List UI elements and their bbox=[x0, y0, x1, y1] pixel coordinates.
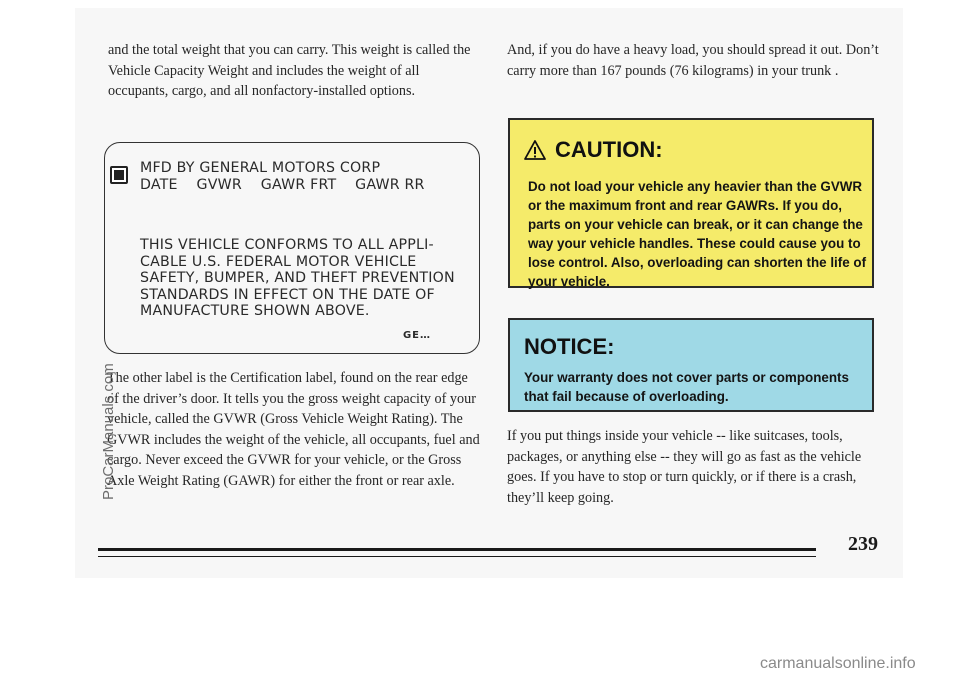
caution-title: CAUTION: bbox=[555, 137, 663, 162]
page-number: 239 bbox=[848, 533, 878, 555]
label-conformity-line: STANDARDS IN EFFECT ON THE DATE OF bbox=[140, 286, 435, 303]
label-manufacturer: MFD BY GENERAL MOTORS CORP bbox=[140, 160, 381, 176]
label-code: GE… bbox=[402, 330, 431, 341]
caution-text: Do not load your vehicle any heavier than the GVWR or the maximum front and rear GAWRs. If you do, parts on your vehicle can break, or it can change the way your vehicle handles. These could cause you to lose control. Also, overloading can shorten the life of your vehicle. bbox=[528, 179, 867, 289]
footer-rule bbox=[98, 548, 816, 551]
notice-title: NOTICE: bbox=[524, 334, 615, 359]
label-conformity-line: CABLE U.S. FEDERAL MOTOR VEHICLE bbox=[140, 253, 417, 270]
caution-box bbox=[508, 118, 874, 288]
bottom-watermark: carmanualsonline.info bbox=[760, 655, 916, 672]
certification-label-illustration bbox=[104, 142, 480, 354]
certification-paragraph: The other label is the Certification label, found on the rear edge of the driver’s door. It tells you the gross weight capacity of your vehicle, called the GVWR (Gross Vehicle Weight Rating). The GVWR includes the weight of the vehicle, all occupants, fuel and cargo. Never exceed the GVWR for your vehicle, or the Gross Axle Weight Rating (GAWR) for either the front or rear axle. bbox=[107, 370, 480, 489]
label-conformity-statement bbox=[140, 237, 480, 320]
cargo-paragraph: If you put things inside your vehicle -- like suitcases, tools, packages, or anything else -- they will go as fast as the vehicle goes. If you have to stop or turn quickly, or if there is a crash, they’ll keep going. bbox=[507, 428, 862, 506]
side-watermark-text: ProCarManuals.com bbox=[100, 363, 117, 500]
intro-paragraph: and the total weight that you can carry. This weight is called the Vehicle Capacity Weight and includes the weight of all occupants, cargo, and all nonfactory-installed options. bbox=[108, 42, 471, 99]
gm-logo-icon bbox=[110, 166, 128, 184]
side-watermark bbox=[100, 363, 118, 500]
label-fields: DATE GVWR GAWR FRT GAWR RR bbox=[140, 177, 425, 193]
label-conformity-line: SAFETY, BUMPER, AND THEFT PREVENTION bbox=[140, 270, 455, 287]
label-header bbox=[140, 160, 425, 194]
trunk-paragraph: And, if you do have a heavy load, you should spread it out. Don’t carry more than 167 pounds (76 kilograms) in your trunk . bbox=[507, 42, 879, 79]
notice-text: Your warranty does not cover parts or components that fail because of overloading. bbox=[524, 370, 849, 404]
warning-triangle-icon bbox=[524, 140, 546, 160]
label-conformity-line: MANUFACTURE SHOWN ABOVE. bbox=[140, 303, 370, 320]
label-conformity-line: THIS VEHICLE CONFORMS TO ALL APPLI- bbox=[140, 237, 434, 253]
footer-rule-thin bbox=[98, 556, 816, 557]
notice-box bbox=[508, 318, 874, 412]
